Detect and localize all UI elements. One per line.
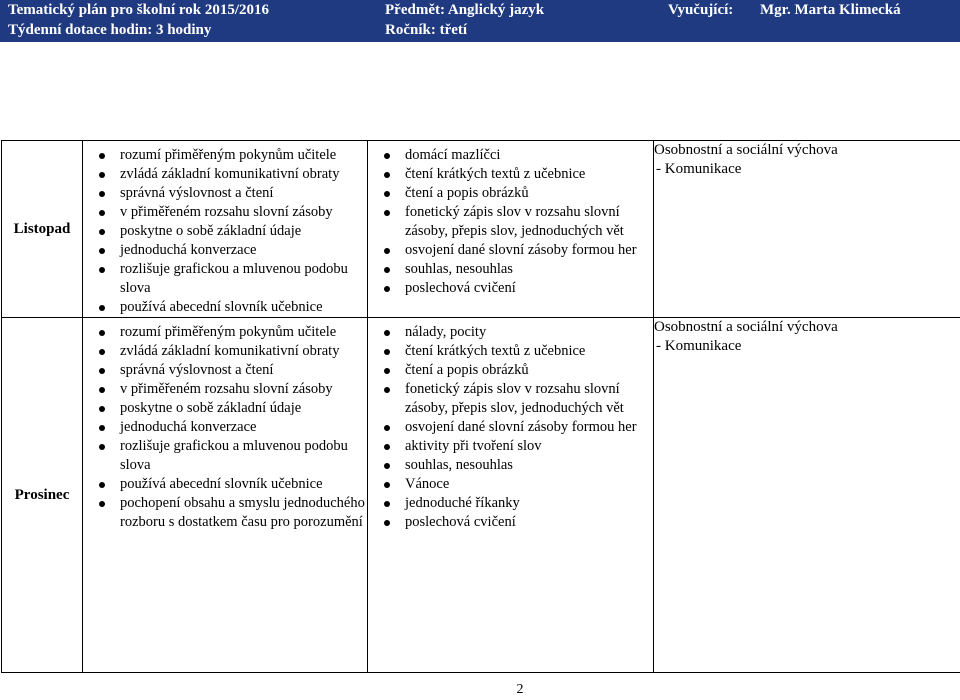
list-item: osvojení dané slovní zásoby formou her	[368, 241, 653, 260]
list-item: rozumí přiměřeným pokynům učitele	[83, 323, 367, 342]
list-item: čtení krátkých textů z učebnice	[368, 342, 653, 361]
cross-curricular-cell	[654, 318, 960, 673]
table-row	[2, 141, 960, 318]
page-number: 2	[516, 682, 524, 697]
cross-curricular-title: Osobnostní a sociální výchova	[654, 142, 838, 158]
cross-curricular-cell	[654, 141, 960, 318]
page-header	[0, 0, 960, 42]
subject: Předmět: Anglický jazyk	[385, 2, 545, 18]
outcomes-list	[83, 141, 367, 317]
list-item: rozlišuje grafickou a mluvenou podobu slova	[83, 260, 367, 298]
list-item: jednoduchá konverzace	[83, 418, 367, 437]
list-item: poslechová cvičení	[368, 279, 653, 298]
list-item: správná výslovnost a čtení	[83, 361, 367, 380]
list-item: zvládá základní komunikativní obraty	[83, 342, 367, 361]
list-item: aktivity při tvoření slov	[368, 437, 653, 456]
cross-curricular-title: Osobnostní a sociální výchova	[654, 319, 838, 335]
content-list	[368, 318, 653, 532]
list-item: poslechová cvičení	[368, 513, 653, 532]
list-item: fonetický zápis slov v rozsahu slovní zásoby, přepis slov, jednoduchých vět	[368, 203, 653, 241]
list-item: Vánoce	[368, 475, 653, 494]
teacher-label: Vyučující:	[668, 2, 734, 18]
teacher-name: Mgr. Marta Klimecká	[760, 2, 901, 18]
list-item: jednoduché říkanky	[368, 494, 653, 513]
list-item: jednoduchá konverzace	[83, 241, 367, 260]
list-item: v přiměřeném rozsahu slovní zásoby	[83, 203, 367, 222]
month-cell: Listopad	[2, 141, 83, 318]
month-cell: Prosinec	[2, 318, 83, 673]
content-cell	[368, 141, 654, 318]
grade: Ročník: třetí	[385, 22, 468, 38]
plan-table	[1, 140, 960, 673]
list-item: osvojení dané slovní zásoby formou her	[368, 418, 653, 437]
list-item: používá abecední slovník učebnice	[83, 298, 367, 317]
content-list	[368, 141, 653, 298]
list-item: nálady, pocity	[368, 323, 653, 342]
list-item: rozumí přiměřeným pokynům učitele	[83, 146, 367, 165]
list-item: souhlas, nesouhlas	[368, 260, 653, 279]
list-item: domácí mazlíčci	[368, 146, 653, 165]
table-row	[2, 318, 960, 673]
list-item: poskytne o sobě základní údaje	[83, 222, 367, 241]
cross-curricular-item: - Komunikace	[656, 338, 742, 354]
list-item: čtení a popis obrázků	[368, 184, 653, 203]
weekly-hours: Týdenní dotace hodin: 3 hodiny	[8, 22, 212, 38]
list-item: správná výslovnost a čtení	[83, 184, 367, 203]
list-item: pochopení obsahu a smyslu jednoduchého rozboru s dostatkem času pro porozumění	[83, 494, 367, 532]
outcomes-cell	[83, 141, 368, 318]
list-item: fonetický zápis slov v rozsahu slovní zásoby, přepis slov, jednoduchých vět	[368, 380, 653, 418]
list-item: čtení a popis obrázků	[368, 361, 653, 380]
list-item: používá abecední slovník učebnice	[83, 475, 367, 494]
plan-title: Tematický plán pro školní rok 2015/2016	[8, 2, 270, 18]
list-item: rozlišuje grafickou a mluvenou podobu slova	[83, 437, 367, 475]
list-item: poskytne o sobě základní údaje	[83, 399, 367, 418]
outcomes-list	[83, 318, 367, 532]
list-item: zvládá základní komunikativní obraty	[83, 165, 367, 184]
list-item: v přiměřeném rozsahu slovní zásoby	[83, 380, 367, 399]
outcomes-cell	[83, 318, 368, 673]
content-cell	[368, 318, 654, 673]
list-item: souhlas, nesouhlas	[368, 456, 653, 475]
list-item: čtení krátkých textů z učebnice	[368, 165, 653, 184]
cross-curricular-item: - Komunikace	[656, 161, 742, 177]
